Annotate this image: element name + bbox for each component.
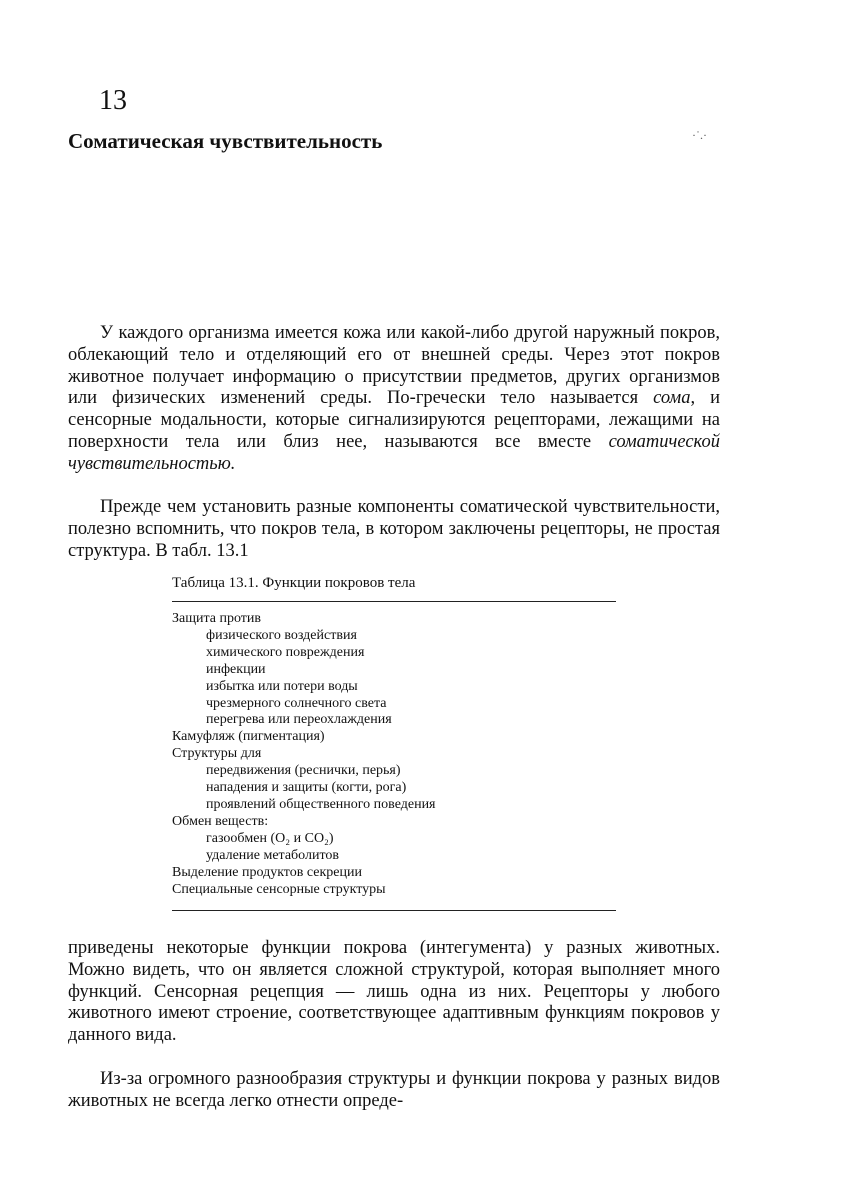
paragraph-after-table — [68, 938, 720, 1047]
term-somatic-sensitivity: соматической чувствительностью. — [68, 431, 720, 474]
table-row: Специальные сенсорные структуры — [172, 881, 386, 897]
table-row: Структуры для — [172, 746, 262, 762]
table-row: Защита против — [172, 611, 262, 626]
table-row: газообмен (O₂ и CO₂) — [206, 830, 334, 846]
paragraph-final — [68, 1069, 720, 1113]
table-top-rule — [172, 601, 616, 602]
table-row: проявлений общественного поведения — [206, 796, 436, 812]
table-body — [172, 611, 632, 898]
table-row: Обмен веществ: — [172, 813, 269, 829]
table-row: химического повреждения — [206, 644, 365, 660]
paragraph-intro-middle: , и сенсорные модальности, которые сигнализируются рецепторами, лежащими на поверхности тела или близ нее, называются все вместе — [68, 388, 720, 452]
chapter-title: Соматическая чувствительность — [68, 129, 383, 153]
term-soma: сома — [653, 388, 691, 409]
table-row: передвижения (реснички, перья) — [206, 763, 401, 779]
table-row: Выделение продуктов секреции — [172, 864, 362, 880]
paragraph-before-table — [68, 497, 720, 562]
table-row: избытка или потери воды — [206, 678, 358, 694]
paragraph-before-table-text: Прежде чем установить разные компоненты соматической чувствительности, полезно вспомнить, что покров тела, в котором заключены рецепторы, не простая структура. В табл. 13.1 — [68, 497, 720, 561]
table-row: перегрева или переохлаждения — [206, 712, 392, 728]
paragraph-after-table-text: приведены некоторые функции покрова (интегумента) у разных животных. Можно видеть, что он является сложной структурой, которая выполняет много функций. Сенсорная рецепция — лишь одна из них. Рецепторы у любого животного имеют строение, соответствующее адаптивным функциям покровов у данного вида. — [68, 938, 720, 1046]
table-row: удаление метаболитов — [206, 847, 340, 863]
table-row: инфекции — [206, 661, 266, 677]
paragraph-final-text: Из-за огромного разнообразия структуры и функции покрова у разных видов животных не всегда легко отнести опреде- — [68, 1069, 720, 1111]
print-speck: ·˙.· — [692, 128, 707, 142]
table-row: физического воздействия — [206, 627, 357, 643]
table-row: чрезмерного солнечного света — [206, 695, 387, 711]
table-row: Камуфляж (пигментация) — [172, 729, 325, 745]
table-caption: Таблица 13.1. Функции покровов тела — [172, 575, 416, 591]
paragraph-intro — [68, 323, 720, 476]
chapter-number: 13 — [99, 85, 127, 116]
paragraph-intro-text: У каждого организма имеется кожа или какой-либо другой наружный покров, облекающий тело и отделяющий его от внешней среды. Через этот покров животное получает информацию о присутствии предметов, других организмов или физических изменений среды. По-гречески тело называется — [68, 323, 720, 409]
table-bottom-rule — [172, 910, 616, 911]
table-row: нападения и защиты (когти, рога) — [206, 780, 407, 796]
